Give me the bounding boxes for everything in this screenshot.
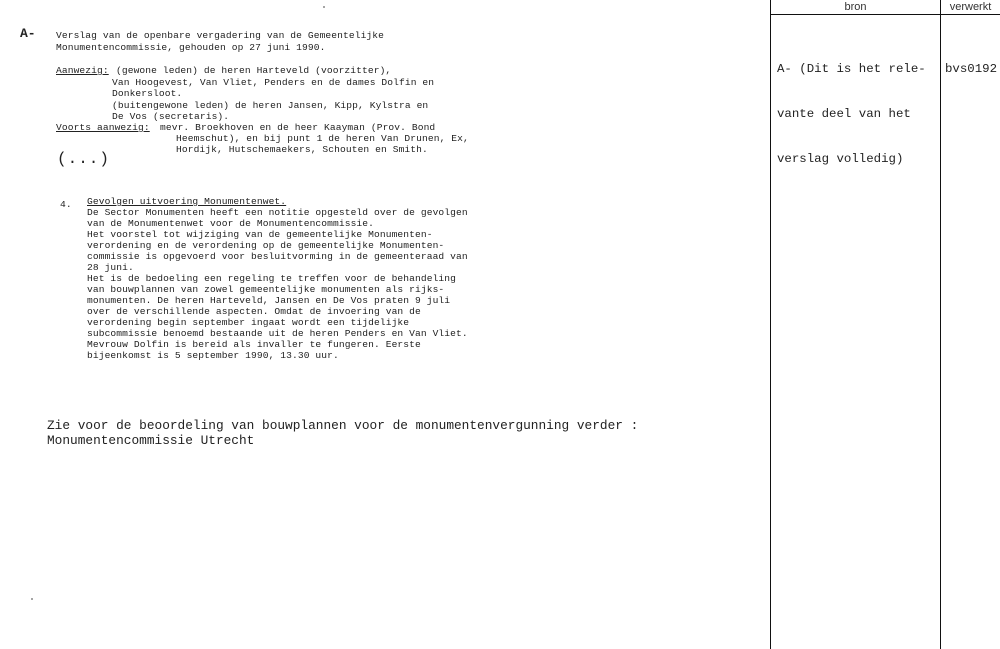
voorts-line-2: Heemschut), en bij punt 1 de heren Van Drunen, Ex,	[176, 133, 469, 144]
item-line-4: verordening en de verordening op de gemeentelijke Monumenten-	[87, 240, 445, 251]
verwerkt-code: bvs0192	[945, 62, 998, 76]
aanwezig-line-1: (gewone leden) de heren Harteveld (voorzitter),	[116, 65, 392, 76]
header-rule	[770, 14, 1000, 15]
item-heading: Gevolgen uitvoering Monumentenwet.	[87, 196, 287, 207]
item-line-13: Mevrouw Dolfin is bereid als invaller te fungeren. Eerste	[87, 339, 421, 350]
aanwezig-label: Aanwezig:	[56, 65, 109, 76]
item-line-6: 28 juni.	[87, 262, 134, 273]
item-line-7: Het is de bedoeling een regeling te treffen voor de behandeling	[87, 273, 457, 284]
omission-ellipsis: (...)	[57, 150, 111, 168]
item-line-8: van bouwplannen van zowel gemeentelijke monumenten als rijks-	[87, 284, 445, 295]
column-header-verwerkt: verwerkt	[949, 1, 992, 13]
aanwezig-line-4: (buitengewone leden) de heren Jansen, Kipp, Kylstra en	[112, 100, 429, 111]
scan-speck	[323, 6, 325, 8]
bron-left-rule	[770, 0, 771, 649]
title-line-1: Verslag van de openbare vergadering van de Gemeentelijke	[56, 30, 385, 41]
item-line-3: Het voorstel tot wijziging van de gemeentelijke Monumenten-	[87, 229, 433, 240]
bron-line-1: A- (Dit is het rele-	[777, 62, 926, 76]
voorts-line-3: Hordijk, Hutschemaekers, Schouten en Smith.	[176, 144, 428, 155]
item-line-9: monumenten. De heren Harteveld, Jansen en De Vos praten 9 juli	[87, 295, 451, 306]
scan-speck	[31, 598, 33, 600]
aanwezig-line-2: Van Hoogevest, Van Vliet, Penders en de dames Dolfin en	[112, 77, 435, 88]
column-divider	[940, 0, 941, 649]
item-line-2: van de Monumentenwet voor de Monumentencommissie.	[87, 218, 375, 229]
item-line-14: bijeenkomst is 5 september 1990, 13.30 uur.	[87, 350, 339, 361]
bron-line-3: verslag volledig)	[777, 152, 904, 166]
column-header-bron: bron	[844, 1, 867, 13]
item-line-1: De Sector Monumenten heeft een notitie opgesteld over de gevolgen	[87, 207, 468, 218]
voorts-label: Voorts aanwezig:	[56, 122, 150, 133]
title-line-2: Monumentencommissie, gehouden op 27 juni 1990.	[56, 42, 326, 53]
footer-line-2: Monumentencommissie Utrecht	[47, 433, 255, 448]
aanwezig-line-3: Donkersloot.	[112, 88, 183, 99]
voorts-line-1: mevr. Broekhoven en de heer Kaayman (Prov. Bond	[160, 122, 436, 133]
section-marker: A-	[20, 26, 36, 41]
bron-note	[777, 32, 926, 197]
item-number: 4.	[60, 199, 72, 210]
item-line-11: verordening begin september ingaat wordt een tijdelijke	[87, 317, 410, 328]
item-line-10: over de verschillende aspecten. Omdat de invoering van de	[87, 306, 421, 317]
footer-line-1: Zie voor de beoordeling van bouwplannen voor de monumentenvergunning verder :	[47, 418, 639, 433]
aanwezig-line-5: De Vos (secretaris).	[112, 111, 230, 122]
item-line-5: commissie is opgevoerd voor besluitvorming in de gemeenteraad van	[87, 251, 468, 262]
item-line-12: subcommissie benoemd bestaande uit de heren Penders en Van Vliet.	[87, 328, 468, 339]
bron-line-2: vante deel van het	[777, 107, 911, 121]
